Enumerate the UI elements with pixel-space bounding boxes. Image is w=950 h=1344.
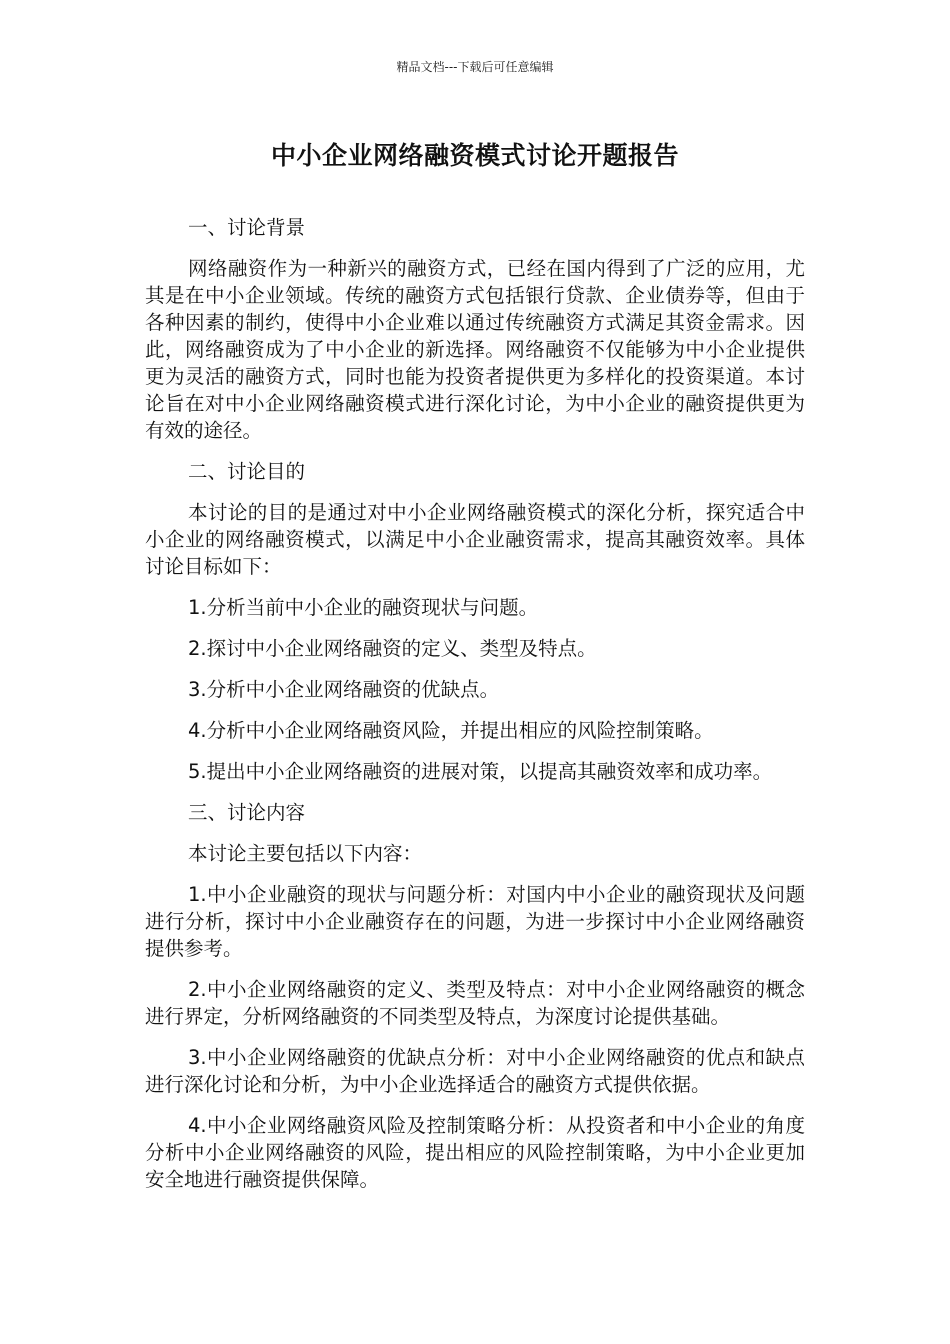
document-body — [145, 214, 805, 1207]
content-item-1: 1.中小企业融资的现状与问题分析：对国内中小企业的融资现状及问题进行分析，探讨中小企业融资存在的问题，为进一步探讨中小企业网络融资提供参考。 — [145, 883, 805, 960]
content-item-3: 3.中小企业网络融资的优缺点分析：对中小企业网络融资的优点和缺点进行深化讨论和分析，为中小企业选择适合的融资方式提供依据。 — [145, 1046, 805, 1096]
paragraph-content-intro: 本讨论主要包括以下内容： — [188, 842, 423, 865]
content-item-2: 2.中小企业网络融资的定义、类型及特点：对中小企业网络融资的概念进行界定，分析网络融资的不同类型及特点，为深度讨论提供基础。 — [145, 978, 805, 1028]
list-item-goal-4: 4.分析中小企业网络融资风险，并提出相应的风险控制策略。 — [188, 719, 714, 742]
list-item-goal-3: 3.分析中小企业网络融资的优缺点。 — [188, 678, 500, 701]
list-item-goal-1: 1.分析当前中小企业的融资现状与问题。 — [188, 596, 539, 619]
paragraph-purpose: 本讨论的目的是通过对中小企业网络融资模式的深化分析，探究适合中小企业的网络融资模式，以满足中小企业融资需求，提高其融资效率。具体讨论目标如下： — [145, 501, 805, 578]
list-item-goal-5: 5.提出中小企业网络融资的进展对策，以提高其融资效率和成功率。 — [188, 760, 773, 783]
section-heading-background: 一、讨论背景 — [188, 216, 306, 239]
content-item-4: 4.中小企业网络融资风险及控制策略分析：从投资者和中小企业的角度分析中小企业网络融资的风险，提出相应的风险控制策略，为中小企业更加安全地进行融资提供保障。 — [145, 1114, 805, 1191]
page-header: 精品文档---下载后可任意编辑 — [396, 60, 554, 74]
list-item-goal-2: 2.探讨中小企业网络融资的定义、类型及特点。 — [188, 637, 597, 660]
section-heading-content: 三、讨论内容 — [188, 801, 306, 824]
paragraph-background: 网络融资作为一种新兴的融资方式，已经在国内得到了广泛的应用，尤其是在中小企业领域。传统的融资方式包括银行贷款、企业债券等，但由于各种因素的制约，使得中小企业难以通过传统融资方式满足其资金需求。因此，网络融资成为了中小企业的新选择。网络融资不仅能够为中小企业提供更为灵活的融资方式，同时也能为投资者提供更为多样化的投资渠道。本讨论旨在对中小企业网络融资模式进行深化讨论，为中小企业的融资提供更为有效的途径。 — [145, 257, 805, 442]
section-heading-purpose: 二、讨论目的 — [188, 460, 306, 483]
document-title: 中小企业网络融资模式讨论开题报告 — [270, 141, 679, 170]
